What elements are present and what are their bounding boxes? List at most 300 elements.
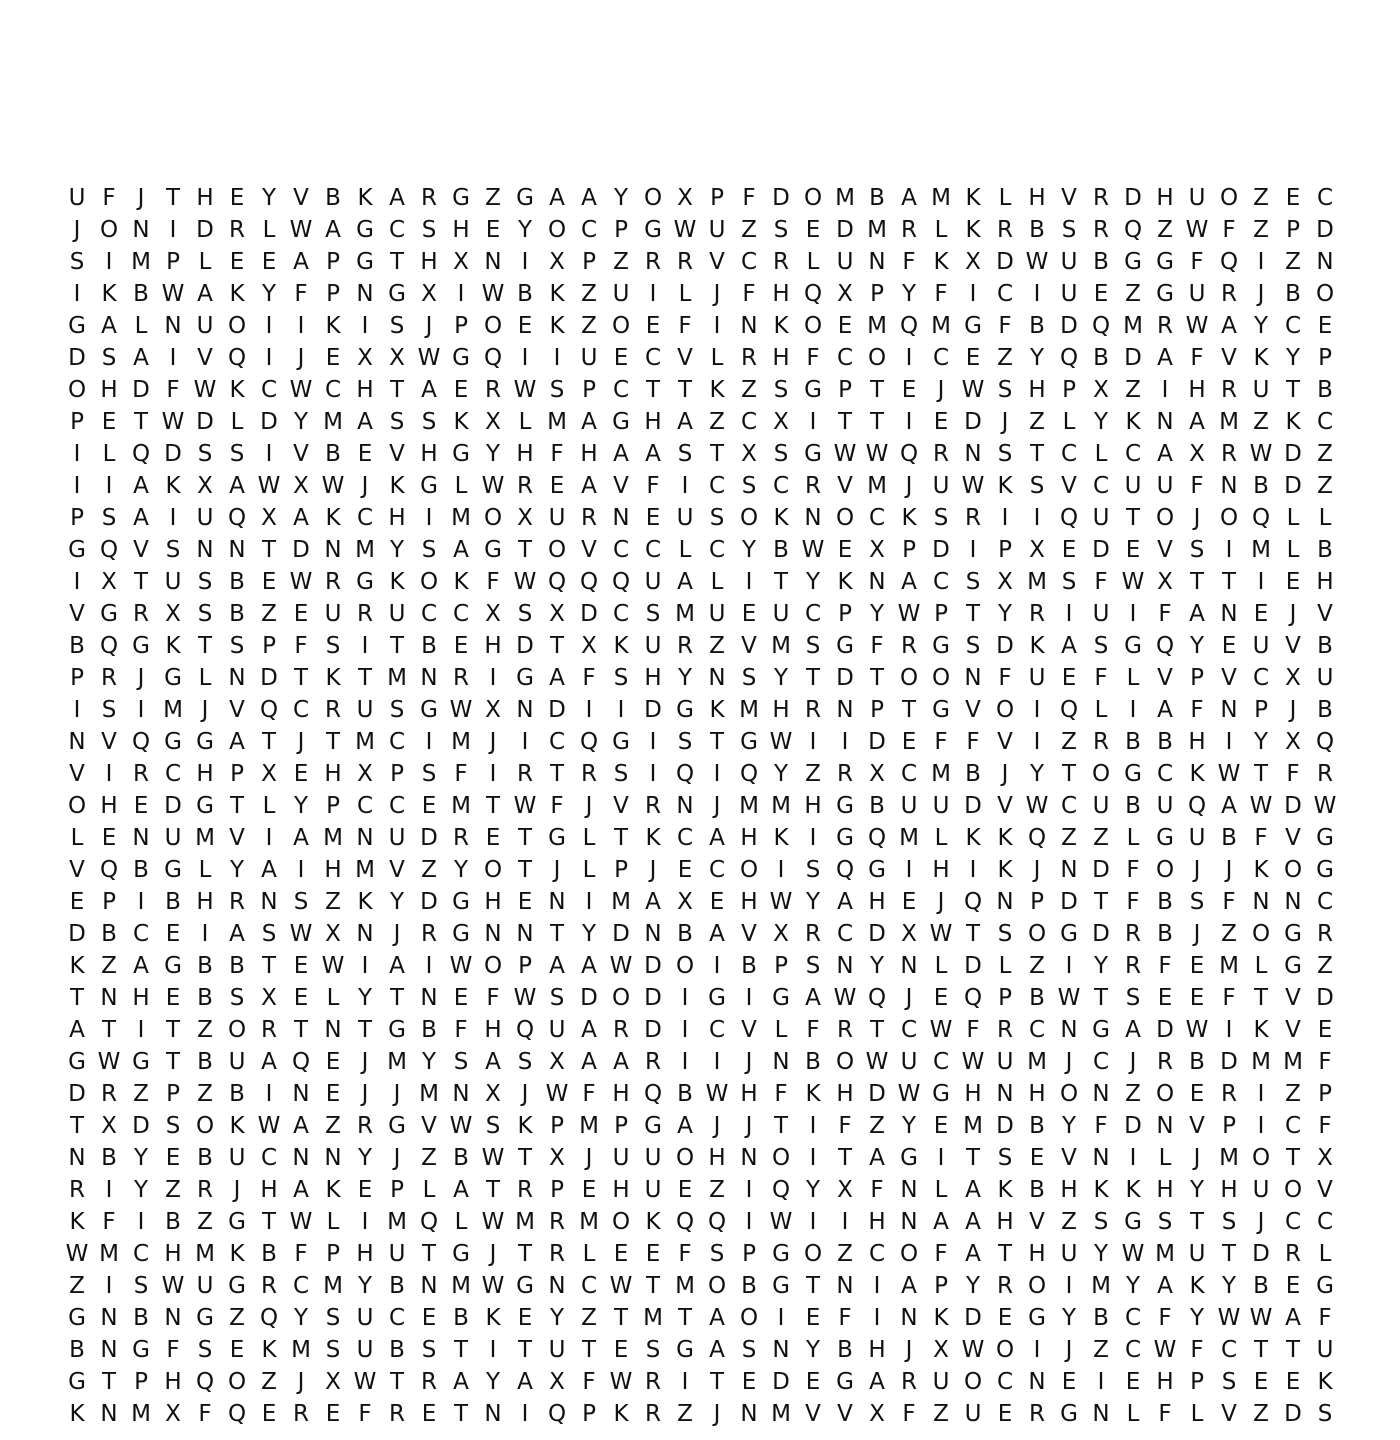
grid-letter[interactable]: R	[133, 761, 149, 787]
grid-letter[interactable]: Y	[1285, 345, 1301, 371]
grid-letter[interactable]: U	[1060, 281, 1078, 307]
grid-letter[interactable]: V	[1285, 985, 1301, 1011]
grid-letter[interactable]: E	[261, 1401, 277, 1427]
grid-letter[interactable]: G	[420, 697, 438, 723]
grid-letter[interactable]: Q	[579, 729, 599, 755]
grid-letter[interactable]: L	[1318, 1241, 1332, 1267]
grid-letter[interactable]: G	[356, 569, 374, 595]
grid-letter[interactable]: G	[772, 1241, 790, 1267]
grid-letter[interactable]: C	[164, 761, 182, 787]
grid-letter[interactable]: R	[965, 505, 981, 531]
grid-letter[interactable]: O	[931, 665, 951, 691]
grid-letter[interactable]: H	[740, 889, 758, 915]
grid-letter[interactable]: A	[1221, 793, 1237, 819]
grid-letter[interactable]: H	[836, 1081, 854, 1107]
grid-letter[interactable]: C	[708, 473, 726, 499]
grid-letter[interactable]: S	[325, 633, 341, 659]
grid-letter[interactable]: N	[516, 697, 534, 723]
grid-letter[interactable]: B	[1253, 473, 1269, 499]
grid-letter[interactable]: O	[899, 665, 919, 691]
grid-letter[interactable]: A	[325, 217, 341, 243]
grid-letter[interactable]: Q	[739, 761, 759, 787]
grid-letter[interactable]: E	[1285, 1369, 1301, 1395]
grid-letter[interactable]: Y	[1189, 633, 1205, 659]
grid-letter[interactable]: X	[165, 1401, 181, 1427]
grid-letter[interactable]: P	[1062, 377, 1076, 403]
grid-letter[interactable]: S	[805, 633, 821, 659]
grid-letter[interactable]: Q	[1059, 345, 1079, 371]
grid-letter[interactable]: C	[1284, 1209, 1302, 1235]
grid-letter[interactable]: J	[137, 185, 145, 211]
grid-letter[interactable]: A	[1157, 1273, 1173, 1299]
grid-letter[interactable]: F	[1190, 1337, 1204, 1363]
grid-letter[interactable]: S	[421, 217, 437, 243]
grid-letter[interactable]: Z	[741, 217, 757, 243]
grid-letter[interactable]: S	[965, 633, 981, 659]
grid-letter[interactable]: T	[1093, 985, 1109, 1011]
grid-letter[interactable]: B	[805, 1049, 821, 1075]
grid-letter[interactable]: Z	[1093, 1337, 1109, 1363]
grid-letter[interactable]: W	[449, 953, 473, 979]
grid-letter[interactable]: I	[617, 697, 625, 723]
grid-letter[interactable]: C	[388, 217, 406, 243]
grid-letter[interactable]: K	[229, 281, 245, 307]
grid-letter[interactable]: V	[1061, 473, 1077, 499]
grid-letter[interactable]: T	[773, 569, 789, 595]
grid-letter[interactable]: M	[419, 1081, 439, 1107]
grid-letter[interactable]: O	[483, 313, 503, 339]
grid-letter[interactable]: I	[1225, 729, 1233, 755]
grid-letter[interactable]: I	[745, 1209, 753, 1235]
grid-letter[interactable]: L	[422, 1177, 436, 1203]
grid-letter[interactable]: B	[1029, 1113, 1045, 1139]
grid-letter[interactable]: Z	[1125, 377, 1141, 403]
grid-letter[interactable]: G	[132, 633, 150, 659]
grid-letter[interactable]: I	[521, 249, 529, 275]
grid-letter[interactable]: N	[1156, 409, 1174, 435]
grid-letter[interactable]: I	[713, 1049, 721, 1075]
grid-letter[interactable]: J	[1033, 857, 1041, 883]
grid-letter[interactable]: Y	[485, 1369, 501, 1395]
grid-letter[interactable]: L	[1286, 537, 1300, 563]
grid-letter[interactable]: E	[805, 1369, 821, 1395]
grid-letter[interactable]: M	[451, 505, 471, 531]
grid-letter[interactable]: P	[614, 857, 628, 883]
grid-letter[interactable]: C	[1284, 313, 1302, 339]
grid-letter[interactable]: I	[905, 857, 913, 883]
grid-letter[interactable]: M	[579, 1113, 599, 1139]
grid-letter[interactable]: C	[1124, 1337, 1142, 1363]
grid-letter[interactable]: M	[355, 537, 375, 563]
grid-letter[interactable]: A	[549, 953, 565, 979]
grid-letter[interactable]: A	[965, 1241, 981, 1267]
grid-letter[interactable]: F	[198, 1401, 212, 1427]
grid-letter[interactable]: B	[1029, 313, 1045, 339]
grid-letter[interactable]: K	[773, 313, 789, 339]
grid-letter[interactable]: I	[1033, 505, 1041, 531]
grid-letter[interactable]: N	[484, 249, 502, 275]
grid-letter[interactable]: V	[1285, 1017, 1301, 1043]
grid-letter[interactable]: N	[772, 1049, 790, 1075]
grid-letter[interactable]: X	[549, 601, 565, 627]
grid-letter[interactable]: A	[485, 1049, 501, 1075]
grid-letter[interactable]: T	[165, 185, 181, 211]
grid-letter[interactable]: R	[1157, 313, 1173, 339]
grid-letter[interactable]: H	[868, 889, 886, 915]
grid-letter[interactable]: T	[293, 1017, 309, 1043]
grid-letter[interactable]: Q	[675, 761, 695, 787]
grid-letter[interactable]: C	[708, 537, 726, 563]
grid-letter[interactable]: Z	[1061, 825, 1077, 851]
grid-letter[interactable]: W	[289, 569, 313, 595]
grid-letter[interactable]: A	[293, 249, 309, 275]
grid-letter[interactable]: P	[934, 1273, 948, 1299]
grid-letter[interactable]: S	[613, 761, 629, 787]
grid-letter[interactable]: V	[581, 537, 597, 563]
grid-letter[interactable]: I	[809, 409, 817, 435]
grid-letter[interactable]: V	[389, 857, 405, 883]
grid-letter[interactable]: S	[293, 889, 309, 915]
grid-letter[interactable]: D	[1124, 345, 1142, 371]
grid-letter[interactable]: P	[1318, 1081, 1332, 1107]
grid-letter[interactable]: Q	[1219, 249, 1239, 275]
grid-letter[interactable]: G	[932, 1081, 950, 1107]
grid-letter[interactable]: R	[677, 249, 693, 275]
grid-letter[interactable]: G	[484, 537, 502, 563]
grid-letter[interactable]: O	[1155, 1081, 1175, 1107]
grid-letter[interactable]: W	[1057, 985, 1081, 1011]
grid-letter[interactable]: J	[1193, 857, 1201, 883]
grid-letter[interactable]: D	[868, 729, 886, 755]
grid-letter[interactable]: G	[772, 1273, 790, 1299]
grid-letter[interactable]: P	[70, 505, 84, 531]
grid-letter[interactable]: P	[390, 761, 404, 787]
grid-letter[interactable]: F	[934, 1241, 948, 1267]
grid-letter[interactable]: X	[1093, 377, 1109, 403]
grid-letter[interactable]: Z	[197, 1081, 213, 1107]
grid-letter[interactable]: K	[1189, 1273, 1205, 1299]
grid-letter[interactable]: E	[101, 409, 117, 435]
grid-letter[interactable]: J	[73, 217, 81, 243]
grid-letter[interactable]: H	[996, 1209, 1014, 1235]
grid-letter[interactable]: H	[772, 697, 790, 723]
grid-letter[interactable]: W	[1185, 313, 1209, 339]
grid-letter[interactable]: G	[740, 729, 758, 755]
grid-letter[interactable]: X	[325, 1369, 341, 1395]
grid-letter[interactable]: S	[773, 441, 789, 467]
grid-letter[interactable]: N	[1028, 1369, 1046, 1395]
grid-letter[interactable]: Q	[419, 1209, 439, 1235]
grid-letter[interactable]: W	[1185, 217, 1209, 243]
grid-letter[interactable]: O	[195, 1113, 215, 1139]
grid-letter[interactable]: W	[961, 1049, 985, 1075]
grid-letter[interactable]: M	[1219, 409, 1239, 435]
grid-letter[interactable]: V	[1157, 665, 1173, 691]
grid-letter[interactable]: W	[545, 1081, 569, 1107]
grid-letter[interactable]: B	[1093, 249, 1109, 275]
grid-letter[interactable]: R	[133, 601, 149, 627]
grid-letter[interactable]: T	[549, 633, 565, 659]
grid-letter[interactable]: O	[1251, 921, 1271, 947]
grid-letter[interactable]: G	[612, 729, 630, 755]
grid-letter[interactable]: F	[486, 569, 500, 595]
grid-letter[interactable]: Q	[131, 729, 151, 755]
grid-letter[interactable]: D	[644, 697, 662, 723]
grid-letter[interactable]: E	[1189, 953, 1205, 979]
grid-letter[interactable]: T	[261, 953, 277, 979]
grid-letter[interactable]: T	[69, 1113, 85, 1139]
grid-letter[interactable]: O	[1219, 505, 1239, 531]
grid-letter[interactable]: O	[1091, 761, 1111, 787]
grid-letter[interactable]: K	[997, 1177, 1013, 1203]
grid-letter[interactable]: W	[1025, 249, 1049, 275]
grid-letter[interactable]: B	[677, 1081, 693, 1107]
grid-letter[interactable]: D	[964, 409, 982, 435]
grid-letter[interactable]: S	[165, 1113, 181, 1139]
grid-letter[interactable]: F	[742, 281, 756, 307]
grid-letter[interactable]: M	[451, 793, 471, 819]
grid-letter[interactable]: Q	[1315, 729, 1335, 755]
grid-letter[interactable]: Y	[357, 1273, 373, 1299]
grid-letter[interactable]: I	[105, 1273, 113, 1299]
grid-letter[interactable]: C	[740, 409, 758, 435]
grid-letter[interactable]: Z	[933, 1401, 949, 1427]
grid-letter[interactable]: I	[1161, 377, 1169, 403]
grid-letter[interactable]: T	[165, 1017, 181, 1043]
grid-letter[interactable]: D	[964, 793, 982, 819]
grid-letter[interactable]: F	[582, 1081, 596, 1107]
grid-letter[interactable]: U	[356, 1337, 374, 1363]
grid-letter[interactable]: U	[644, 1177, 662, 1203]
grid-letter[interactable]: A	[869, 1145, 885, 1171]
grid-letter[interactable]: V	[1317, 601, 1333, 627]
grid-letter[interactable]: K	[229, 1113, 245, 1139]
grid-letter[interactable]: J	[713, 1401, 721, 1427]
grid-letter[interactable]: N	[452, 1081, 470, 1107]
grid-letter[interactable]: S	[741, 665, 757, 691]
grid-letter[interactable]: B	[69, 1337, 85, 1363]
grid-letter[interactable]: K	[357, 889, 373, 915]
grid-letter[interactable]: C	[836, 921, 854, 947]
grid-letter[interactable]: U	[228, 1049, 246, 1075]
grid-letter[interactable]: T	[709, 1369, 725, 1395]
grid-letter[interactable]: Y	[741, 537, 757, 563]
grid-letter[interactable]: Z	[1029, 953, 1045, 979]
grid-letter[interactable]: G	[1156, 281, 1174, 307]
grid-letter[interactable]: R	[645, 1369, 661, 1395]
grid-letter[interactable]: E	[229, 249, 245, 275]
grid-letter[interactable]: X	[965, 249, 981, 275]
grid-letter[interactable]: K	[517, 1113, 533, 1139]
grid-letter[interactable]: Y	[517, 217, 533, 243]
grid-letter[interactable]: X	[869, 537, 885, 563]
grid-letter[interactable]: E	[485, 825, 501, 851]
grid-letter[interactable]: I	[969, 857, 977, 883]
grid-letter[interactable]: K	[325, 313, 341, 339]
grid-letter[interactable]: W	[961, 473, 985, 499]
grid-letter[interactable]: I	[809, 1209, 817, 1235]
grid-letter[interactable]: I	[713, 761, 721, 787]
grid-letter[interactable]: Q	[195, 1369, 215, 1395]
grid-letter[interactable]: W	[1121, 569, 1145, 595]
grid-letter[interactable]: A	[613, 441, 629, 467]
grid-letter[interactable]: B	[677, 921, 693, 947]
grid-letter[interactable]: J	[937, 377, 945, 403]
grid-letter[interactable]: N	[100, 1337, 118, 1363]
grid-letter[interactable]: D	[964, 953, 982, 979]
grid-letter[interactable]: Q	[675, 1209, 695, 1235]
grid-letter[interactable]: G	[1124, 633, 1142, 659]
grid-letter[interactable]: C	[452, 601, 470, 627]
grid-letter[interactable]: G	[1284, 921, 1302, 947]
grid-letter[interactable]: U	[708, 601, 726, 627]
grid-letter[interactable]: O	[227, 1017, 247, 1043]
grid-letter[interactable]: T	[389, 985, 405, 1011]
grid-letter[interactable]: F	[1126, 857, 1140, 883]
grid-letter[interactable]: J	[393, 1145, 401, 1171]
grid-letter[interactable]: T	[261, 1209, 277, 1235]
grid-letter[interactable]: B	[421, 1017, 437, 1043]
grid-letter[interactable]: M	[931, 185, 951, 211]
grid-letter[interactable]: A	[581, 409, 597, 435]
grid-letter[interactable]: R	[837, 761, 853, 787]
grid-letter[interactable]: K	[1125, 1177, 1141, 1203]
grid-letter[interactable]: E	[453, 377, 469, 403]
grid-letter[interactable]: H	[132, 985, 150, 1011]
grid-letter[interactable]: C	[740, 249, 758, 275]
grid-letter[interactable]: M	[1251, 1049, 1271, 1075]
grid-letter[interactable]: C	[388, 793, 406, 819]
grid-letter[interactable]: B	[1317, 377, 1333, 403]
grid-letter[interactable]: L	[1286, 505, 1300, 531]
grid-letter[interactable]: N	[868, 569, 886, 595]
grid-letter[interactable]: D	[260, 665, 278, 691]
grid-letter[interactable]: V	[613, 793, 629, 819]
grid-letter[interactable]: Z	[1253, 1401, 1269, 1427]
grid-letter[interactable]: R	[805, 473, 821, 499]
grid-letter[interactable]: H	[388, 505, 406, 531]
grid-letter[interactable]: L	[710, 345, 724, 371]
grid-letter[interactable]: F	[646, 473, 660, 499]
grid-letter[interactable]: J	[905, 985, 913, 1011]
grid-letter[interactable]: E	[1189, 985, 1205, 1011]
grid-letter[interactable]: L	[710, 569, 724, 595]
grid-letter[interactable]: Y	[869, 953, 885, 979]
grid-letter[interactable]: H	[196, 761, 214, 787]
grid-letter[interactable]: T	[101, 1017, 117, 1043]
grid-letter[interactable]: O	[1283, 1177, 1303, 1203]
grid-letter[interactable]: K	[1125, 409, 1141, 435]
grid-letter[interactable]: D	[516, 633, 534, 659]
grid-letter[interactable]: C	[580, 1273, 598, 1299]
grid-letter[interactable]: X	[421, 281, 437, 307]
grid-letter[interactable]: W	[1185, 1017, 1209, 1043]
grid-letter[interactable]: I	[745, 569, 753, 595]
grid-letter[interactable]: R	[389, 1401, 405, 1427]
grid-letter[interactable]: T	[965, 601, 981, 627]
grid-letter[interactable]: Q	[707, 1209, 727, 1235]
grid-letter[interactable]: H	[1156, 185, 1174, 211]
grid-letter[interactable]: N	[1092, 1081, 1110, 1107]
grid-letter[interactable]: B	[1157, 889, 1173, 915]
grid-letter[interactable]: F	[774, 1081, 788, 1107]
grid-letter[interactable]: B	[101, 921, 117, 947]
grid-letter[interactable]: T	[837, 409, 853, 435]
grid-letter[interactable]: T	[869, 377, 885, 403]
grid-letter[interactable]: M	[739, 793, 759, 819]
grid-letter[interactable]: G	[388, 1113, 406, 1139]
grid-letter[interactable]: N	[1060, 857, 1078, 883]
grid-letter[interactable]: P	[326, 281, 340, 307]
grid-letter[interactable]: V	[1221, 345, 1237, 371]
grid-letter[interactable]: E	[1061, 665, 1077, 691]
grid-letter[interactable]: M	[771, 1401, 791, 1427]
grid-letter[interactable]: Q	[1027, 825, 1047, 851]
grid-letter[interactable]: H	[100, 377, 118, 403]
grid-letter[interactable]: A	[229, 473, 245, 499]
grid-letter[interactable]: N	[996, 889, 1014, 915]
grid-letter[interactable]: U	[1092, 601, 1110, 627]
grid-letter[interactable]: Z	[1125, 281, 1141, 307]
grid-letter[interactable]: I	[841, 729, 849, 755]
grid-letter[interactable]: K	[997, 825, 1013, 851]
grid-letter[interactable]: Y	[485, 441, 501, 467]
grid-letter[interactable]: O	[995, 1337, 1015, 1363]
grid-letter[interactable]: K	[389, 473, 405, 499]
grid-letter[interactable]: P	[998, 985, 1012, 1011]
grid-letter[interactable]: P	[134, 1369, 148, 1395]
grid-letter[interactable]: J	[1257, 281, 1265, 307]
grid-letter[interactable]: E	[901, 377, 917, 403]
grid-letter[interactable]: L	[1126, 665, 1140, 691]
grid-letter[interactable]: E	[613, 345, 629, 371]
grid-letter[interactable]: T	[1125, 505, 1141, 531]
grid-letter[interactable]: V	[1221, 665, 1237, 691]
grid-letter[interactable]: I	[297, 313, 305, 339]
grid-letter[interactable]: D	[420, 889, 438, 915]
grid-letter[interactable]: Z	[837, 1241, 853, 1267]
grid-letter[interactable]: L	[934, 217, 948, 243]
grid-letter[interactable]: I	[649, 281, 657, 307]
grid-letter[interactable]: N	[68, 729, 86, 755]
grid-letter[interactable]: C	[708, 857, 726, 883]
grid-letter[interactable]: T	[645, 1273, 661, 1299]
grid-letter[interactable]: E	[517, 313, 533, 339]
grid-letter[interactable]: L	[774, 1017, 788, 1043]
grid-letter[interactable]: N	[1220, 473, 1238, 499]
grid-letter[interactable]: B	[1221, 825, 1237, 851]
grid-letter[interactable]: Y	[1093, 953, 1109, 979]
grid-letter[interactable]: X	[773, 409, 789, 435]
grid-letter[interactable]: O	[67, 377, 87, 403]
grid-letter[interactable]: I	[873, 1273, 881, 1299]
grid-letter[interactable]: T	[453, 1337, 469, 1363]
grid-letter[interactable]: T	[869, 1017, 885, 1043]
grid-letter[interactable]: K	[1189, 761, 1205, 787]
grid-letter[interactable]: N	[68, 1145, 86, 1171]
grid-letter[interactable]: O	[707, 1273, 727, 1299]
grid-letter[interactable]: V	[229, 697, 245, 723]
grid-letter[interactable]: P	[326, 249, 340, 275]
grid-letter[interactable]: J	[361, 473, 369, 499]
grid-letter[interactable]: G	[1124, 1209, 1142, 1235]
grid-letter[interactable]: I	[1033, 281, 1041, 307]
grid-letter[interactable]: N	[900, 953, 918, 979]
grid-letter[interactable]: X	[581, 633, 597, 659]
grid-letter[interactable]: S	[1317, 1401, 1333, 1427]
grid-letter[interactable]: Q	[227, 505, 247, 531]
grid-letter[interactable]: L	[582, 1241, 596, 1267]
